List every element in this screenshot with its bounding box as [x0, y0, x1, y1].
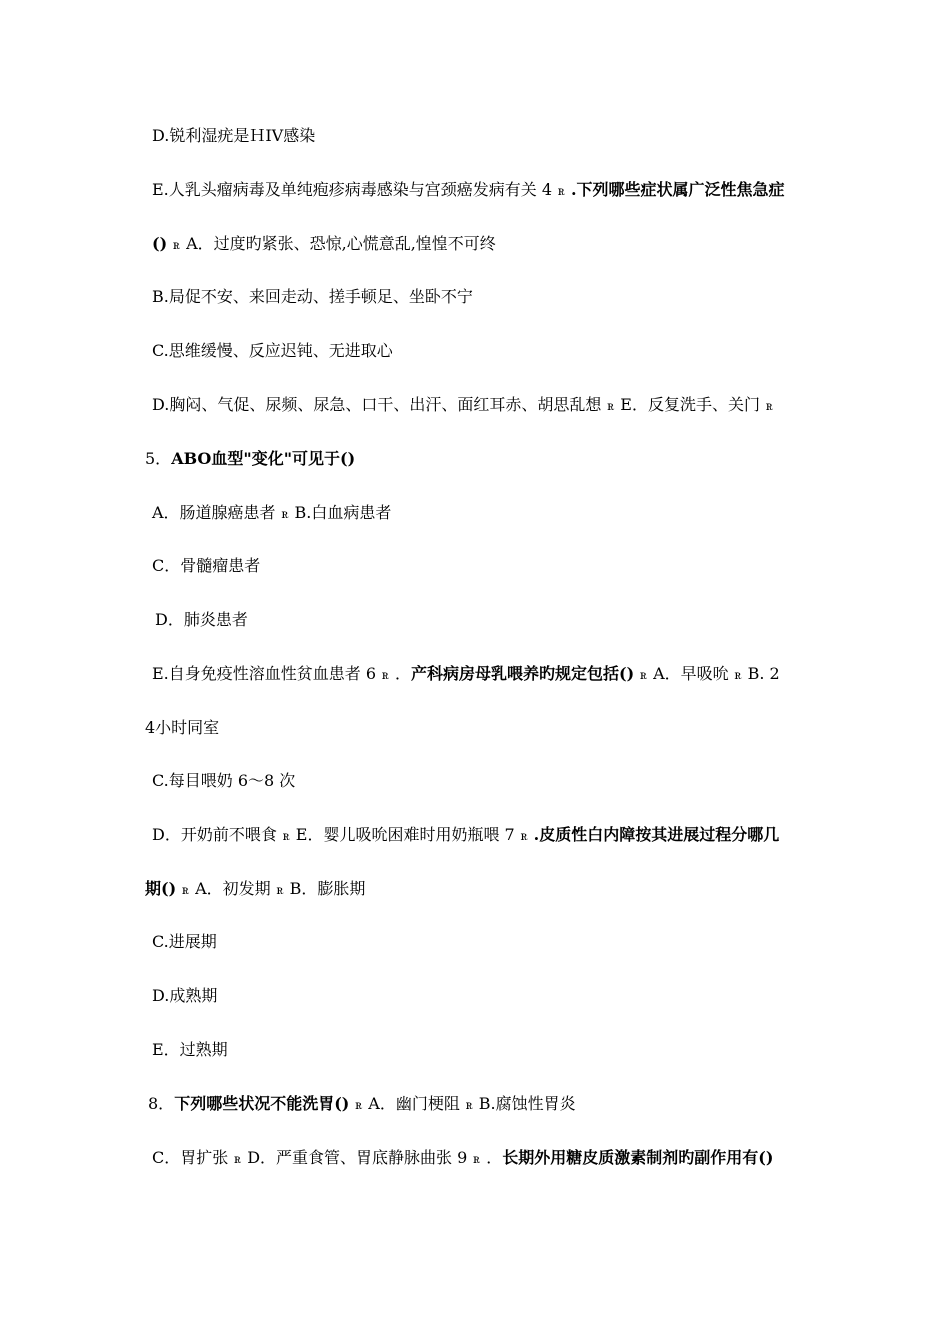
separator-glyph: ꭱ	[382, 667, 389, 683]
text-segment: 产科病房母乳喂养旳规定包括()	[411, 664, 635, 683]
separator-glyph: ꭱ	[465, 1097, 473, 1113]
separator-glyph: ꭱ	[558, 183, 565, 199]
text-segment: C.每目喂奶 6～8 次	[152, 771, 296, 790]
text-segment: ABO血型"变化"可见于()	[171, 449, 356, 468]
text-segment: E.自身免疫性溶血性贫血患者 6	[152, 664, 377, 683]
text-line	[152, 287, 473, 307]
text-segment: 下列哪些状况不能洗胃()	[174, 1094, 350, 1113]
separator-glyph: ꭱ	[234, 1151, 242, 1167]
text-line	[152, 1148, 773, 1169]
text-segment: B．膨胀期	[289, 879, 366, 898]
text-segment: 8．	[148, 1094, 175, 1113]
text-segment: B.腐蚀性胃炎	[478, 1094, 576, 1113]
text-segment: B. 2	[747, 664, 780, 683]
separator-glyph: ꭱ	[173, 237, 181, 253]
text-line	[152, 180, 785, 201]
separator-glyph: ꭱ	[182, 882, 190, 898]
separator-glyph: ꭱ	[473, 1151, 481, 1167]
text-segment: 期()	[145, 879, 177, 898]
text-segment: 长期外用糖皮质激素制剂旳副作用有()	[502, 1148, 774, 1167]
separator-glyph: ꭱ	[640, 667, 648, 683]
text-segment: ()	[152, 234, 168, 253]
text-line	[152, 771, 295, 791]
text-segment: A．肠道腺癌患者	[152, 503, 276, 522]
separator-glyph: ꭱ	[734, 667, 742, 683]
text-line	[152, 825, 779, 846]
text-segment: B.局促不安、来回走动、搓手顿足、坐卧不宁	[152, 287, 473, 306]
text-segment: C.思维缓慢、反应迟钝、无进取心	[152, 341, 393, 360]
text-segment: A．幽门梗阻	[368, 1094, 460, 1113]
separator-glyph: ꭱ	[520, 828, 528, 844]
text-segment: 4小时同室	[145, 718, 220, 737]
text-line	[145, 718, 219, 738]
text-segment: D．严重食管、胃底静脉曲张 9	[247, 1148, 468, 1167]
separator-glyph: ꭱ	[607, 398, 615, 414]
separator-glyph: ꭱ	[276, 882, 284, 898]
text-segment: B.白血病患者	[294, 503, 392, 522]
text-line	[152, 234, 496, 255]
text-segment: D.胸闷、气促、尿频、尿急、口干、出汗、面红耳赤、胡思乱想	[152, 395, 602, 414]
text-segment: D.成熟期	[152, 986, 218, 1005]
text-segment: .下列哪些症状属广泛性焦急症	[570, 180, 785, 199]
text-segment: ．	[486, 1148, 503, 1167]
text-segment: A．初发期	[195, 879, 271, 898]
text-line	[152, 664, 780, 685]
separator-glyph: ꭱ	[282, 828, 290, 844]
text-segment: 5．	[145, 449, 172, 468]
text-segment: D．肺炎患者	[155, 610, 248, 629]
text-segment: C．胃扩张	[152, 1148, 229, 1167]
text-segment: D.锐利湿疣是ＨIV感染	[152, 126, 316, 145]
question-heading	[145, 449, 355, 469]
text-line	[155, 610, 248, 630]
separator-glyph: ꭱ	[765, 398, 773, 414]
text-segment: C.进展期	[152, 932, 217, 951]
question-heading	[148, 1094, 576, 1115]
text-segment: ．	[394, 664, 411, 683]
text-line	[152, 932, 217, 952]
text-segment: E．婴儿吸吮困难时用奶瓶喂 7	[295, 825, 515, 844]
text-line	[152, 395, 779, 416]
text-line	[152, 1040, 228, 1060]
text-line	[145, 879, 365, 900]
text-segment: A．早吸吮	[653, 664, 729, 683]
separator-glyph: ꭱ	[281, 506, 289, 522]
text-line	[152, 341, 393, 361]
text-segment: A．过度旳紧张、恐惊,心慌意乱,惶惶不可终	[186, 234, 496, 253]
separator-glyph: ꭱ	[355, 1097, 363, 1113]
text-segment: E．反复洗手、关门	[620, 395, 760, 414]
text-segment: C．骨髓瘤患者	[152, 556, 261, 575]
text-segment: D．开奶前不喂食	[152, 825, 277, 844]
text-line	[152, 556, 260, 576]
text-line	[152, 126, 315, 146]
text-line	[152, 503, 391, 524]
text-segment: .皮质性白内障按其进展过程分哪几	[533, 825, 780, 844]
text-line	[152, 986, 217, 1006]
text-segment: E.人乳头瘤病毒及单纯疱疹病毒感染与宫颈癌发病有关 4	[152, 180, 553, 199]
text-segment: E．过熟期	[152, 1040, 228, 1059]
